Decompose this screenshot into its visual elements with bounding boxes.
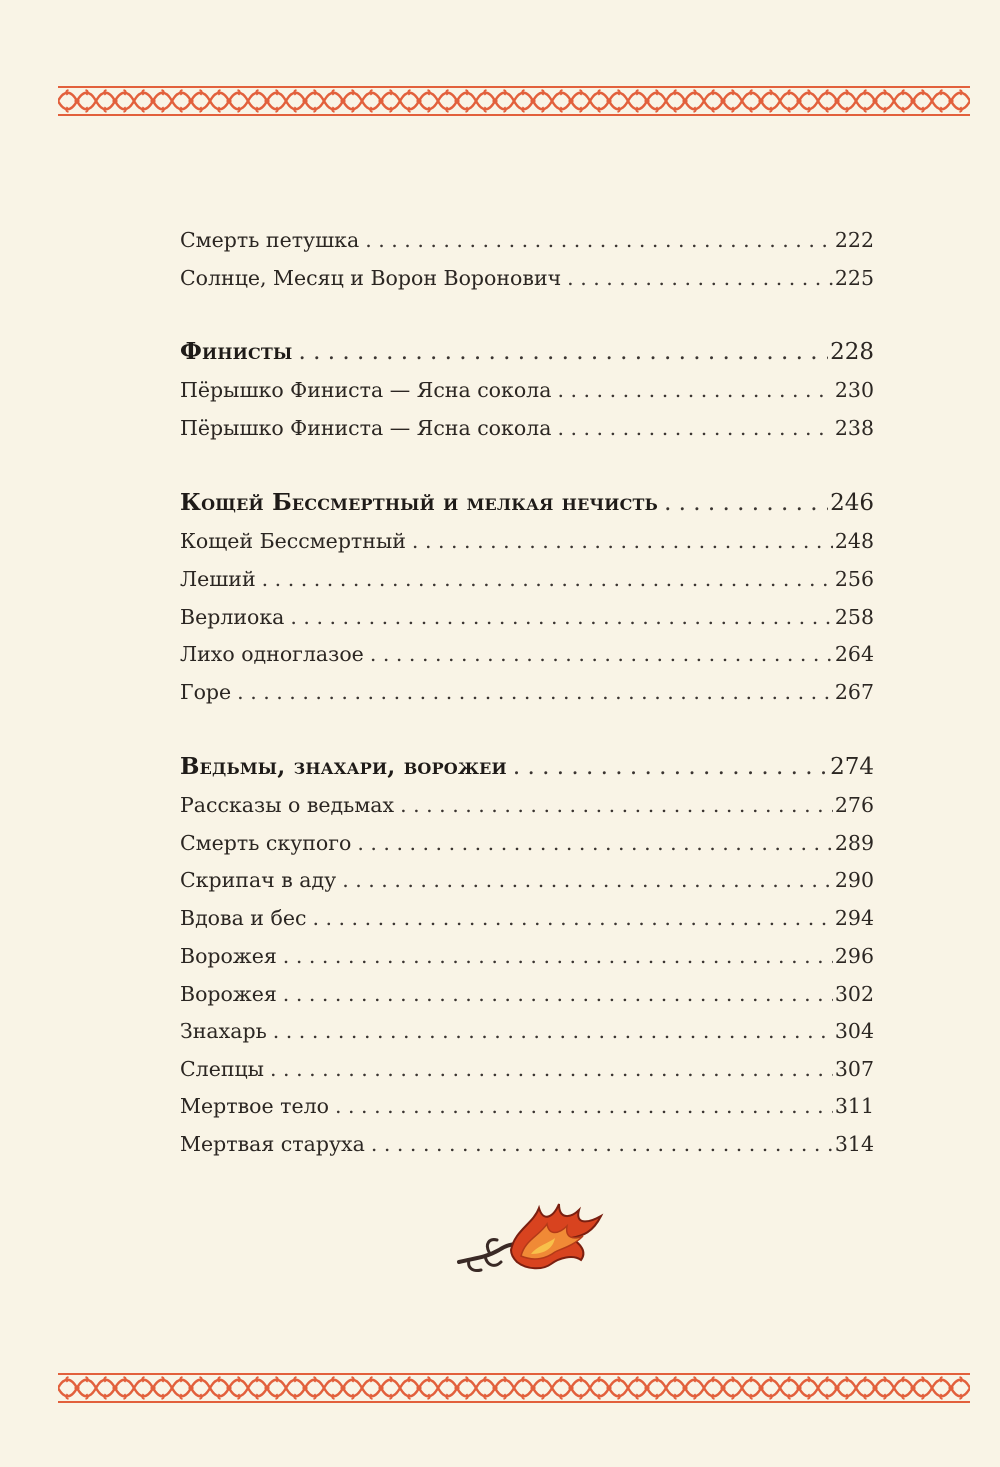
toc-entry-title: Кощей Бессмертный и мелкая нечисть — [180, 489, 659, 516]
top-ornamental-border — [58, 84, 970, 118]
dot-leader — [513, 749, 828, 785]
toc-entry-title: Пёрышко Финиста — Ясна сокола — [180, 416, 552, 440]
toc-page-number: 294 — [834, 906, 874, 930]
dot-leader — [262, 561, 833, 597]
toc-page-number: 256 — [834, 567, 874, 591]
dot-leader — [283, 938, 833, 974]
toc-page-number: 258 — [834, 605, 874, 629]
dot-leader — [335, 1088, 833, 1124]
toc-entry-title: Смерть петушка — [180, 228, 360, 252]
toc-entry-title: Ворожея — [180, 944, 277, 968]
toc-section-heading — [180, 485, 874, 521]
toc-entry — [180, 523, 874, 559]
toc-page-number: 289 — [834, 831, 874, 855]
dot-leader — [557, 410, 832, 446]
toc-entry-title: Лихо одноглазое — [180, 642, 364, 666]
dot-leader — [365, 222, 833, 258]
firebird-feather-icon — [455, 1200, 605, 1280]
dot-leader — [400, 787, 833, 823]
toc-entry-title: Ворожея — [180, 982, 277, 1006]
toc-page-number: 228 — [830, 339, 874, 365]
toc-entry — [180, 976, 874, 1012]
dot-leader — [664, 485, 828, 521]
toc-entry-title: Слепцы — [180, 1057, 265, 1081]
toc-entry-title: Верлиока — [180, 605, 285, 629]
ornament-border-icon — [58, 1371, 970, 1405]
toc-section-heading — [180, 749, 874, 785]
toc-page-number: 248 — [834, 529, 874, 553]
toc-entry-title: Знахарь — [180, 1019, 267, 1043]
toc-entry-title: Горе — [180, 680, 232, 704]
toc-entry-title: Солнце, Месяц и Ворон Воронович — [180, 266, 562, 290]
toc-entry — [180, 599, 874, 635]
toc-page-number: 307 — [834, 1057, 874, 1081]
toc-entry-title: Скрипач в аду — [180, 868, 337, 892]
toc-entry-title: Кощей Бессмертный — [180, 529, 406, 553]
toc-entry-title: Леший — [180, 567, 256, 591]
toc-page-number: 296 — [834, 944, 874, 968]
toc-entry — [180, 1126, 874, 1162]
toc-page-number: 290 — [834, 868, 874, 892]
toc-entry — [180, 674, 874, 710]
toc-entry-title: Рассказы о ведьмах — [180, 793, 395, 817]
dot-leader — [370, 636, 833, 672]
toc-entry-title: Вдова и бес — [180, 906, 307, 930]
toc-entry-title: Смерть скупого — [180, 831, 352, 855]
toc-entry-title: Финисты — [180, 338, 293, 365]
dot-leader — [357, 825, 833, 861]
toc-entry — [180, 1088, 874, 1124]
bottom-ornamental-border — [58, 1371, 970, 1405]
toc-entry — [180, 222, 874, 258]
toc-entry — [180, 561, 874, 597]
dot-leader — [283, 976, 833, 1012]
toc-page-number: 225 — [834, 266, 874, 290]
toc-entry — [180, 938, 874, 974]
toc-page-number: 302 — [834, 982, 874, 1006]
dot-leader — [567, 260, 833, 296]
toc-entry — [180, 862, 874, 898]
toc-entry — [180, 636, 874, 672]
toc-entry — [180, 787, 874, 823]
toc-page-number: 304 — [834, 1019, 874, 1043]
toc-entry — [180, 1013, 874, 1049]
dot-leader — [273, 1013, 833, 1049]
toc-entry — [180, 825, 874, 861]
toc-entry — [180, 260, 874, 296]
toc-section-heading — [180, 334, 874, 370]
toc-page-number: 264 — [834, 642, 874, 666]
dot-leader — [557, 372, 832, 408]
dot-leader — [412, 523, 833, 559]
dot-leader — [290, 599, 832, 635]
toc-page-number: 246 — [830, 490, 874, 516]
toc-entry — [180, 372, 874, 408]
toc-page-number: 267 — [834, 680, 874, 704]
dot-leader — [371, 1126, 833, 1162]
dot-leader — [270, 1051, 833, 1087]
toc-page-number: 314 — [834, 1132, 874, 1156]
toc-entry — [180, 900, 874, 936]
dot-leader — [237, 674, 833, 710]
toc-entry — [180, 1051, 874, 1087]
toc-page-number: 238 — [834, 416, 874, 440]
toc-entry — [180, 410, 874, 446]
toc-entry-title: Мертвая старуха — [180, 1132, 365, 1156]
toc-page-number: 230 — [834, 378, 874, 402]
toc-page-number: 222 — [834, 228, 874, 252]
toc-entry-title: Ведьмы, знахари, ворожеи — [180, 753, 507, 780]
ornament-border-icon — [58, 84, 970, 118]
dot-leader — [342, 862, 833, 898]
toc-entry-title: Мертвое тело — [180, 1094, 329, 1118]
toc-page-number: 311 — [834, 1094, 874, 1118]
dot-leader — [298, 334, 828, 370]
dot-leader — [312, 900, 832, 936]
toc-page-number: 274 — [830, 754, 874, 780]
toc-entry-title: Пёрышко Финиста — Ясна сокола — [180, 378, 552, 402]
toc-page-number: 276 — [834, 793, 874, 817]
